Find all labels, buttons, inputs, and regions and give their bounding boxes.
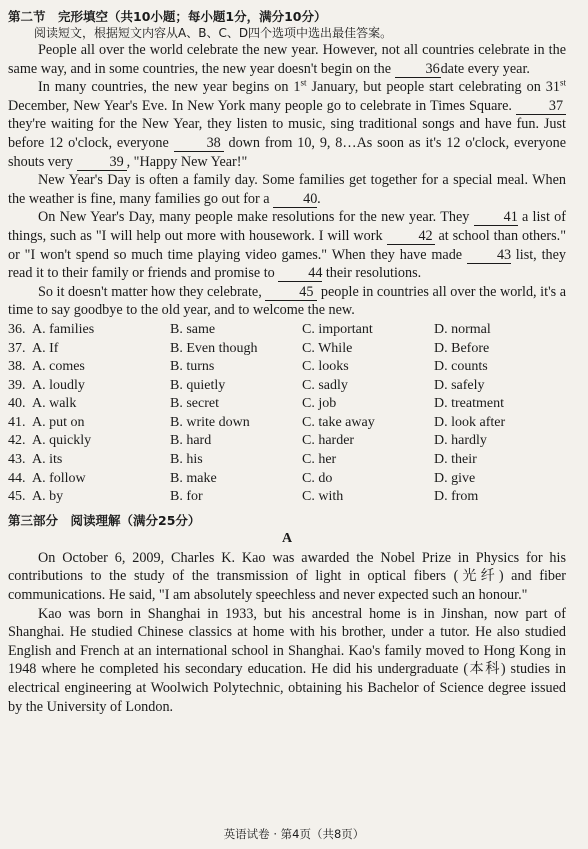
option-a: A. walk [32, 396, 77, 412]
blank-38: 38 [174, 136, 224, 152]
option-d: D. their [434, 452, 477, 468]
reading-paragraph-1: On October 6, 2009, Charles K. Kao was awarded the Nobel Prize in Physics for his contributions to the study of the transmission of light in optical fibers (光纤) and fiber communications. He said, "I am absolutely speechless and never expected such an honour." [8, 549, 566, 604]
blank-42: 42 [387, 229, 435, 245]
options-list [8, 321, 566, 507]
option-row [8, 432, 566, 451]
option-d: D. look after [434, 414, 506, 430]
option-b: B. turns [170, 359, 215, 375]
blank-45: 45 [265, 285, 317, 301]
option-a: A. loudly [32, 377, 85, 393]
option-d: D. safely [434, 377, 485, 393]
paragraph-1: People all over the world celebrate the new year. However, not all countries celebrate in the same way, and in some countries, the new year doesn't begin on the 36date every year. [8, 42, 566, 77]
option-d: D. normal [434, 321, 491, 337]
option-row [8, 321, 566, 340]
question-number: 39. [8, 377, 26, 393]
blank-44: 44 [278, 266, 322, 282]
option-c: C. with [302, 489, 344, 505]
option-d: D. give [434, 470, 476, 486]
question-number: 40. [8, 396, 26, 412]
option-a: A. by [32, 489, 64, 505]
section2-title: 第二节 完形填空（共10小题；每小题1分，满分10分） [8, 9, 327, 24]
option-row [8, 451, 566, 470]
option-b: B. make [170, 470, 217, 486]
option-b: B. secret [170, 396, 219, 412]
option-c: C. job [302, 396, 337, 412]
option-c: C. harder [302, 433, 355, 449]
option-c: C. her [302, 452, 337, 468]
option-b: B. for [170, 489, 203, 505]
option-row [8, 358, 566, 377]
option-a: A. quickly [32, 433, 92, 449]
option-c: C. While [302, 340, 353, 356]
option-b: B. quietly [170, 377, 226, 393]
section2-instruction: 阅读短文，根据短文内容从A、B、C、D四个选项中选出最佳答案。 [34, 26, 393, 40]
option-b: B. hard [170, 433, 212, 449]
option-c: C. important [302, 321, 373, 337]
option-c: C. take away [302, 414, 375, 430]
blank-37: 37 [516, 99, 566, 115]
option-c: C. do [302, 470, 333, 486]
blank-36: 36 [395, 62, 441, 78]
paragraph-4: On New Year's Day, many people make resolutions for the new year. They 41 a list of things, such as "I will help out more with housework. I will work 42 at school than others." or "I won't spend so much time playing video games." When they have made 43 list, they read it to their family or friends and promise to 44 their resolutions. [8, 209, 566, 282]
option-c: C. looks [302, 359, 349, 375]
option-d: D. hardly [434, 433, 487, 449]
option-row [8, 395, 566, 414]
option-b: B. Even though [170, 340, 258, 356]
option-row [8, 488, 566, 507]
passage-a-heading: A [281, 530, 293, 546]
option-d: D. counts [434, 359, 488, 375]
question-number: 42. [8, 433, 26, 449]
exam-page [8, 8, 566, 716]
section3-title: 第三部分 阅读理解（满分25分） [8, 512, 201, 528]
option-row [8, 414, 566, 433]
option-d: D. Before [434, 340, 490, 356]
option-row [8, 340, 566, 359]
paragraph-5: So it doesn't matter how they celebrate, 45 people in countries all over the world, it's a time to say goodbye to the old year, and to welcome the new. [8, 283, 567, 319]
blank-43: 43 [467, 248, 511, 264]
blank-39: 39 [77, 155, 127, 171]
option-a: A. If [32, 340, 59, 356]
question-number: 45. [8, 489, 26, 505]
paragraph-2: In many countries, the new year begins on 1st January, but people start celebrating on 31st December, New Year's Eve. In New York many people go to celebrate in Times Square. 37 they're waiting for the New Year, they listen to music, sing traditional songs and have fun. Just before 12 o'clock, everyone 38 down from 10, 9, 8…As soon as it's 12 o'clock, everyone shouts very 39 , "Happy New Year!" [8, 77, 566, 170]
option-row [8, 377, 566, 396]
question-number: 38. [8, 359, 26, 375]
question-number: 36. [8, 321, 26, 337]
option-d: D. treatment [434, 396, 504, 412]
question-number: 37. [8, 340, 26, 356]
option-a: A. its [32, 452, 63, 468]
question-number: 44. [8, 470, 26, 486]
reading-paragraph-2: Kao was born in Shanghai in 1933, but his ancestral home is in Jinshan, now part of Shanghai. He studied Chinese classics at home with his brother, under a tutor. He also studied English and French at an international school in Shanghai. Kao's family moved to Hong Kong in 1948 where he completed his secondary education. He did his undergraduate (本科) studies in electrical engineering at Woolwich Polytechnic, obtaining his Bachelor of Science degree issued by the University of London. [8, 605, 566, 715]
option-b: B. same [170, 321, 216, 337]
option-a: A. comes [32, 359, 85, 375]
blank-41: 41 [474, 210, 518, 226]
paragraph-3: New Year's Day is often a family day. Some families get together for a special meal. When the weather is fine, many families go out for a 40. [8, 172, 566, 207]
option-row [8, 470, 566, 489]
option-a: A. families [32, 321, 95, 337]
option-d: D. from [434, 489, 479, 505]
question-number: 43. [8, 452, 26, 468]
option-b: B. his [170, 452, 203, 468]
option-b: B. write down [170, 414, 250, 430]
blank-40: 40 [273, 192, 317, 208]
option-a: A. put on [32, 414, 85, 430]
option-c: C. sadly [302, 377, 348, 393]
page-footer: 英语试卷 · 第4页（共8页） [223, 827, 365, 841]
question-number: 41. [8, 414, 26, 430]
option-a: A. follow [32, 470, 86, 486]
